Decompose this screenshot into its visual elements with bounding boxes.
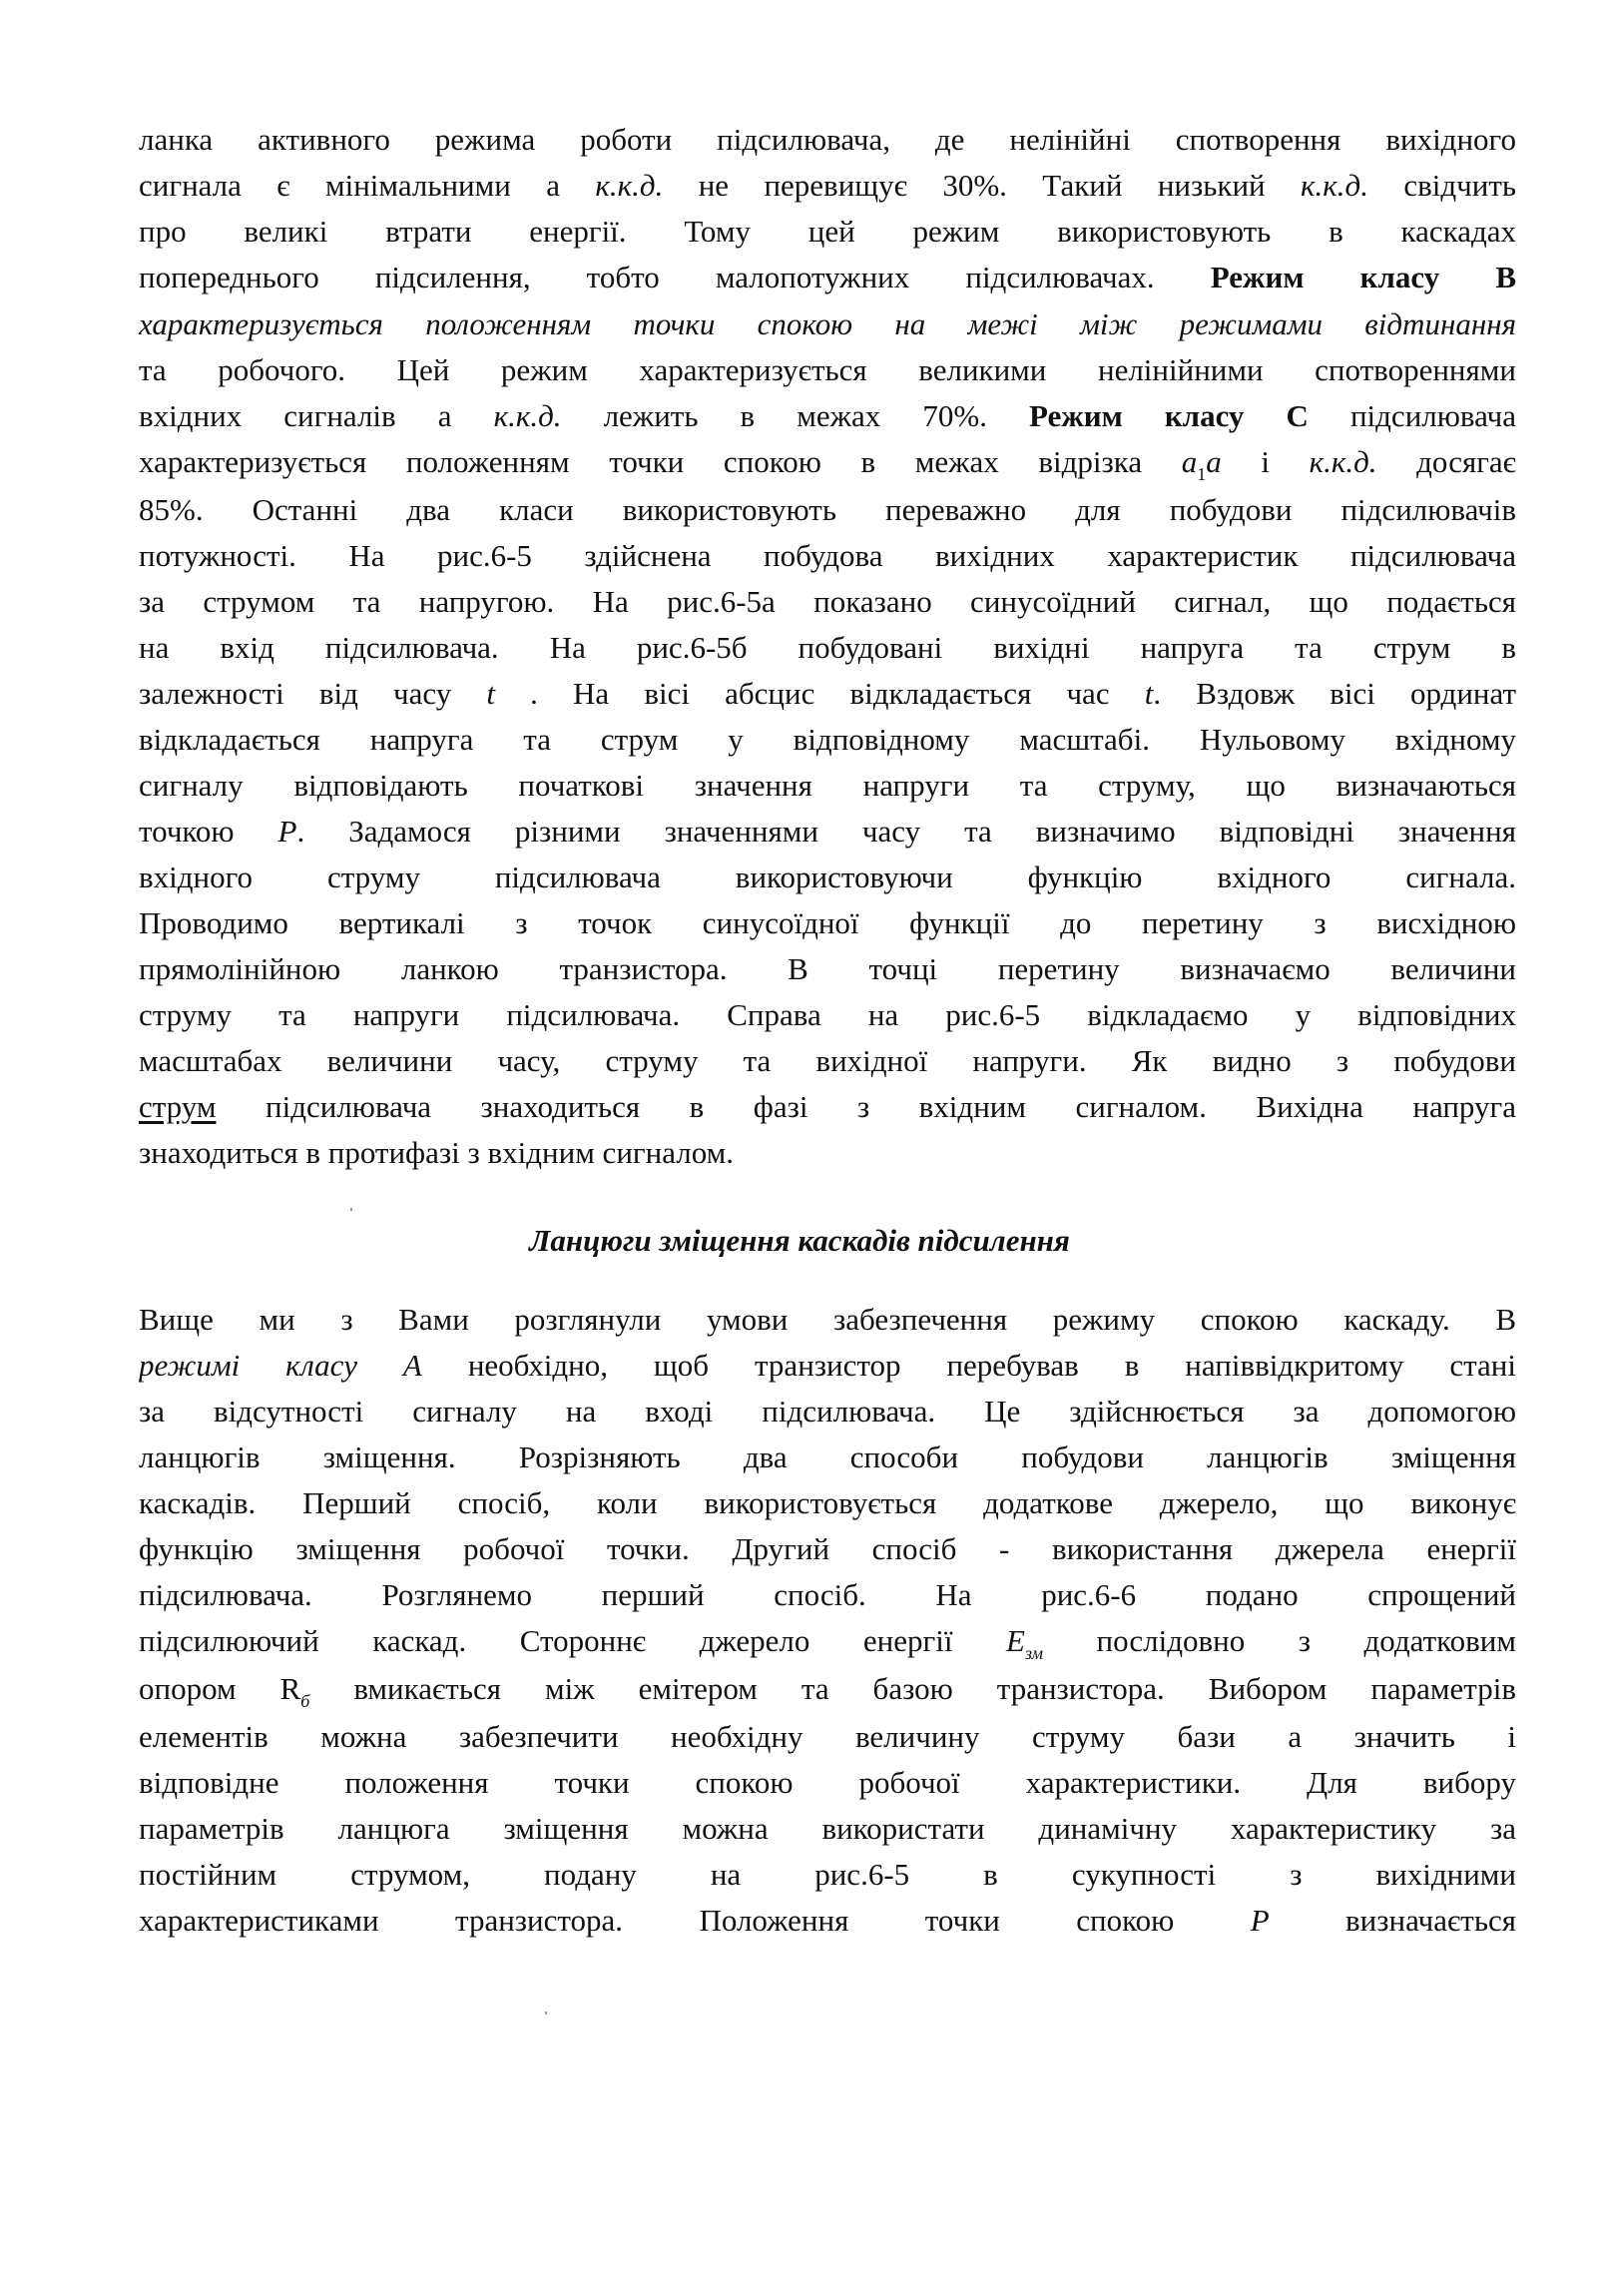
text-run: точкою <box>139 814 278 849</box>
text-run: вмикається між емітером та базою транзистора. Вибором параметрів <box>309 1671 1516 1706</box>
text-run: Проводимо вертикалі з точок синусоїдної функції до перетину з висхідною <box>139 905 1516 940</box>
math-subscript: зм <box>1024 1643 1043 1661</box>
efficiency-abbrev: к.к.д. <box>1301 168 1368 203</box>
math-symbol: P <box>277 814 297 849</box>
text-run: . Задамося різними значеннями часу та визначимо відповідні значення <box>296 814 1516 849</box>
text-run: вхідного струму підсилювача використовуючи функцію вхідного сигнала. <box>139 860 1516 894</box>
text-run: підсилюючий каскад. Стороннє джерело енергії <box>139 1623 1006 1658</box>
text-line <box>139 120 1516 160</box>
text-line <box>139 1901 1516 1941</box>
text-run: вхідних сигналів а <box>139 398 494 433</box>
text-line <box>139 1483 1516 1523</box>
text-run: опором <box>139 1671 280 1706</box>
text-run: масштабах величини часу, струму та вихідної напруги. Як видно з побудови <box>139 1043 1516 1078</box>
text-run: попереднього підсилення, тобто малопотужних підсилювачах. <box>139 260 1211 294</box>
text-line <box>139 1392 1516 1432</box>
text-run: . Вздовж вісі ординат <box>1153 676 1516 711</box>
text-run: потужності. На рис.6-5 здійснена побудова вихідних характеристик підсилювача <box>139 538 1516 573</box>
text-run: на вхід підсилювача. На рис.6-5б побудовані вихідні напруга та струм в <box>139 630 1516 665</box>
text-line <box>139 903 1516 943</box>
text-line <box>139 1621 1516 1661</box>
text-line <box>139 258 1516 297</box>
text-run: послідовно з додатковим <box>1043 1623 1516 1658</box>
text-line <box>139 812 1516 852</box>
text-line <box>139 212 1516 252</box>
text-run: характеристиками транзистора. Положення точки спокою <box>139 1903 1251 1938</box>
text-run: характеризується положенням точки спокою на межі між режимами відтинання <box>139 306 1516 341</box>
text-run: та робочого. Цей режим характеризується великими нелінійними спотвореннями <box>139 352 1516 387</box>
scan-speck <box>350 1208 352 1211</box>
text-line <box>139 1346 1516 1386</box>
text-run: необхідно, щоб транзистор перебував в напіввідкритому стані <box>421 1348 1516 1383</box>
text-line <box>139 1529 1516 1569</box>
text-run: характеризується положенням точки спокою в межах відрізка <box>139 444 1182 479</box>
text-run: підсилювача знаходиться в фазі з вхідним сигналом. Вихідна напруга <box>216 1089 1516 1124</box>
text-line <box>139 1087 1516 1127</box>
text-run: струму та напруги підсилювача. Справа на рис.6-5 відкладаємо у відповідних <box>139 997 1516 1032</box>
text-run: постійним струмом, подану на рис.6-5 в сукупності з вихідними <box>139 1857 1516 1892</box>
text-line <box>139 396 1516 436</box>
text-line <box>139 1855 1516 1895</box>
text-run: досягає <box>1376 444 1516 479</box>
text-run: за струмом та напругою. На рис.6-5а показано синусоїдний сигнал, що подається <box>139 584 1516 619</box>
text-line <box>139 1041 1516 1081</box>
scan-speck <box>545 2011 547 2014</box>
text-line <box>139 1300 1516 1340</box>
efficiency-abbrev: к.к.д. <box>493 398 562 433</box>
text-line <box>139 1763 1516 1803</box>
text-run: прямолінійною ланкою транзистора. В точці перетину визначаємо величини <box>139 951 1516 986</box>
text-run: лежить в межах 70%. <box>561 398 1030 433</box>
text-line <box>139 1133 1516 1173</box>
section-heading: Ланцюги зміщення каскадів підсилення <box>529 1223 1070 1258</box>
math-symbol: t <box>486 676 495 711</box>
text-run: каскадів. Перший спосіб, коли використовується додаткове джерело, що виконує <box>139 1485 1516 1520</box>
math-symbol: a <box>1206 444 1222 479</box>
text-run: 85%. Останні два класи використовують переважно для побудови підсилювачів <box>139 492 1516 527</box>
text-run: . На вісі абсцис відкладається час <box>495 676 1145 711</box>
text-line <box>139 166 1516 206</box>
text-line <box>139 995 1516 1035</box>
text-run: параметрів ланцюга зміщення можна використати динамічну характеристику за <box>139 1811 1516 1846</box>
text-line <box>139 1575 1516 1615</box>
text-run: відкладається напруга та струм у відповідному масштабі. Нульовому вхідному <box>139 722 1516 757</box>
math-symbol: a <box>1181 444 1198 479</box>
text-run: підсилювача <box>1308 398 1516 433</box>
text-run: підсилювача. Розглянемо перший спосіб. На рис.6-6 подано спрощений <box>139 1577 1516 1612</box>
text-run: елементів можна забезпечити необхідну величину струму бази а значить і <box>139 1719 1516 1754</box>
text-run: свідчить <box>1367 168 1516 203</box>
text-line <box>139 674 1516 714</box>
text-line <box>139 1717 1516 1757</box>
text-line <box>139 350 1516 390</box>
text-run: не перевищує 30%. Такий низький <box>663 168 1302 203</box>
text-run: функцію зміщення робочої точки. Другий спосіб - використання джерела енергії <box>139 1531 1516 1566</box>
text-run: Вище ми з Вами розглянули умови забезпечення режиму спокою каскаду. В <box>139 1302 1516 1337</box>
text-line <box>139 304 1516 344</box>
text-line <box>139 628 1516 668</box>
text-line <box>139 536 1516 576</box>
text-line <box>139 1669 1516 1709</box>
math-subscript: 1 <box>1197 464 1207 482</box>
text-run: сигналу відповідають початкові значення напруги та струму, що визначаються <box>139 768 1516 803</box>
math-symbol: P <box>1250 1903 1270 1938</box>
text-run: за відсутності сигналу на вході підсилювача. Це здійснюється за допомогою <box>139 1394 1516 1429</box>
text-run: знаходиться в протифазі з вхідним сигналом. <box>139 1135 734 1170</box>
text-run: і <box>1221 444 1310 479</box>
text-run: залежності від часу <box>139 676 487 711</box>
text-run: про великі втрати енергії. Тому цей режим використовують в каскадах <box>139 214 1516 249</box>
text-line <box>139 720 1516 760</box>
text-line <box>139 1809 1516 1849</box>
text-line <box>139 858 1516 897</box>
text-run: відповідне положення точки спокою робочої характеристики. Для вибору <box>139 1765 1516 1800</box>
math-subscript: б <box>300 1691 310 1709</box>
text-run: визначається <box>1269 1903 1516 1938</box>
efficiency-abbrev: к.к.д. <box>595 168 664 203</box>
class-c-term: Режим класу С <box>1029 398 1309 433</box>
text-line <box>139 490 1516 530</box>
math-symbol: t <box>1144 676 1154 711</box>
text-run: сигнала є мінімальними а <box>139 168 596 203</box>
text-line <box>139 582 1516 622</box>
text-line <box>139 949 1516 989</box>
text-line <box>139 1437 1516 1477</box>
underlined-term: струм <box>139 1089 217 1124</box>
math-symbol: E <box>1006 1623 1025 1658</box>
text-line <box>139 766 1516 806</box>
text-run: ланка активного режима роботи підсилювача, де нелінійні спотворення вихідного <box>139 122 1516 157</box>
efficiency-abbrev: к.к.д. <box>1309 444 1377 479</box>
class-a-term: режимі класу А <box>139 1348 422 1383</box>
text-line <box>139 442 1516 482</box>
text-run: ланцюгів зміщення. Розрізняють два способи побудови ланцюгів зміщення <box>139 1439 1516 1474</box>
math-symbol: R <box>279 1671 301 1706</box>
class-b-term: Режим класу В <box>1210 260 1516 294</box>
